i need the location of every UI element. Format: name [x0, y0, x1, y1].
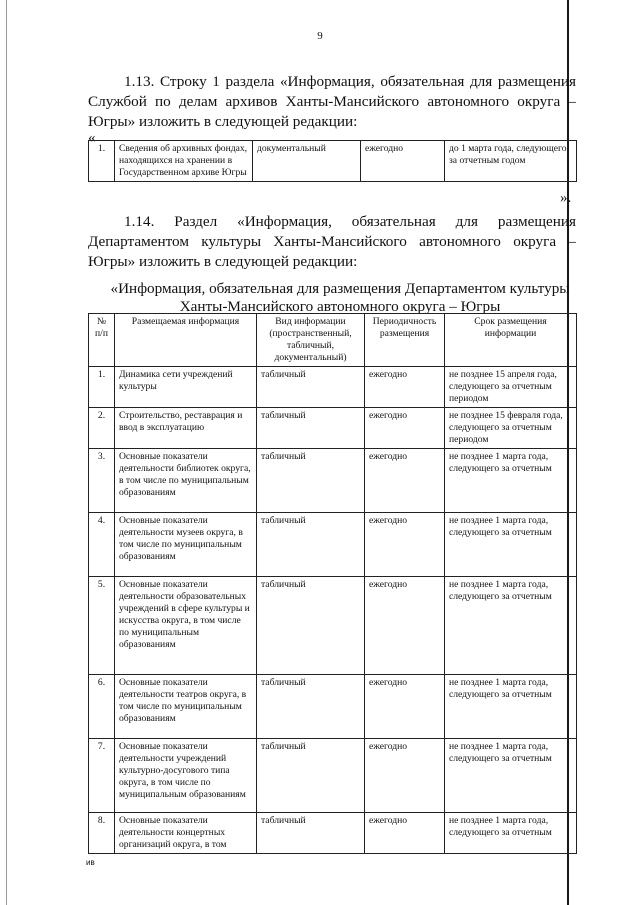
- header-info: Размещаемая информация: [115, 314, 257, 367]
- table-row: [89, 675, 577, 739]
- page-number: 9: [317, 30, 323, 42]
- close-quote: ».: [560, 190, 572, 206]
- table-row: [89, 408, 577, 449]
- cell-info: Основные показатели деятельности концертных организаций округа, в том: [115, 813, 257, 854]
- cell-num: 1.: [89, 141, 115, 182]
- cell-info: Основные показатели деятельности образовательных учреждений в сфере культуры и искусства округа, в том числе по муниципальным образованиям: [115, 577, 257, 675]
- cell-info: Основные показатели деятельности учреждений культурно-досугового типа округа, в том числе по муниципальным образованиям: [115, 739, 257, 813]
- cell-type: табличный: [257, 813, 365, 854]
- cell-type: табличный: [257, 408, 365, 449]
- cell-num: 7.: [89, 739, 115, 813]
- cell-type: табличный: [257, 513, 365, 577]
- open-quote: «: [88, 130, 96, 146]
- cell-period: ежегодно: [365, 367, 445, 408]
- cell-period: ежегодно: [365, 513, 445, 577]
- cell-num: 6.: [89, 675, 115, 739]
- table-row: [89, 577, 577, 675]
- header-num: № п/п: [89, 314, 115, 367]
- paragraph-1-14: 1.14. Раздел «Информация, обязательная для размещения Департаментом культуры Ханты-Мансийского автономного округа – Югры» изложить в следующей редакции:: [88, 213, 576, 270]
- cell-type: табличный: [257, 367, 365, 408]
- scan-edge-left: [6, 0, 7, 905]
- table-row: [89, 449, 577, 513]
- table-header-row: [89, 314, 577, 367]
- cell-type: табличный: [257, 739, 365, 813]
- cell-info: Сведения об архивных фондах, находящихся на хранении в Государственном архиве Югры: [115, 141, 253, 182]
- cell-info: Основные показатели деятельности музеев округа, в том числе по муниципальным образованиям: [115, 513, 257, 577]
- cell-num: 8.: [89, 813, 115, 854]
- table-row: [89, 141, 577, 182]
- table-row: [89, 367, 577, 408]
- cell-period: ежегодно: [365, 739, 445, 813]
- cell-num: 5.: [89, 577, 115, 675]
- cell-info: Основные показатели деятельности театров округа, в том числе по муниципальным образованиям: [115, 675, 257, 739]
- cell-period: ежегодно: [365, 408, 445, 449]
- table-row: [89, 813, 577, 854]
- cell-deadline: не позднее 1 марта года, следующего за отчетным: [445, 813, 577, 854]
- cell-info: Динамика сети учреждений культуры: [115, 367, 257, 408]
- archive-table: [88, 140, 577, 182]
- table-row: [89, 739, 577, 813]
- cell-num: 2.: [89, 408, 115, 449]
- header-type: Вид информации (пространственный, табличный, документальный): [257, 314, 365, 367]
- paragraph-1-13: 1.13. Строку 1 раздела «Информация, обязательная для размещения Службой по делам архивов Ханты-Мансийского автономного округа – Югры» изложить в следующей редакции:: [88, 73, 576, 130]
- cell-deadline: не позднее 1 марта года, следующего за отчетным: [445, 449, 577, 513]
- header-deadline: Срок размещения информации: [445, 314, 577, 367]
- cell-deadline: не позднее 15 апреля года, следующего за отчетным периодом: [445, 367, 577, 408]
- section-title: «Информация, обязательная для размещения Департаментом культуры Ханты-Мансийского автономного округа – Югры: [110, 280, 570, 315]
- header-period: Периодичность размещения: [365, 314, 445, 367]
- table-row: [89, 513, 577, 577]
- cell-info: Основные показатели деятельности библиотек округа, в том числе по муниципальным образованиям: [115, 449, 257, 513]
- cell-period: ежегодно: [365, 675, 445, 739]
- cell-period: ежегодно: [365, 813, 445, 854]
- cell-type: документальный: [253, 141, 361, 182]
- cell-deadline: не позднее 1 марта года, следующего за отчетным: [445, 513, 577, 577]
- cell-num: 1.: [89, 367, 115, 408]
- cell-deadline: не позднее 1 марта года, следующего за отчетным: [445, 577, 577, 675]
- cell-type: табличный: [257, 675, 365, 739]
- cell-num: 3.: [89, 449, 115, 513]
- cell-type: табличный: [257, 577, 365, 675]
- cell-deadline: не позднее 1 марта года, следующего за отчетным: [445, 739, 577, 813]
- cell-deadline: не позднее 1 марта года, следующего за отчетным: [445, 675, 577, 739]
- cell-period: ежегодно: [361, 141, 445, 182]
- cell-num: 4.: [89, 513, 115, 577]
- cell-type: табличный: [257, 449, 365, 513]
- cell-deadline: до 1 марта года, следующего за отчетным годом: [445, 141, 577, 182]
- footer-mark: ив: [86, 858, 95, 867]
- cell-period: ежегодно: [365, 577, 445, 675]
- cell-period: ежегодно: [365, 449, 445, 513]
- cell-info: Строительство, реставрация и ввод в эксплуатацию: [115, 408, 257, 449]
- cell-deadline: не позднее 15 февраля года, следующего за отчетным периодом: [445, 408, 577, 449]
- culture-info-table: [88, 313, 577, 854]
